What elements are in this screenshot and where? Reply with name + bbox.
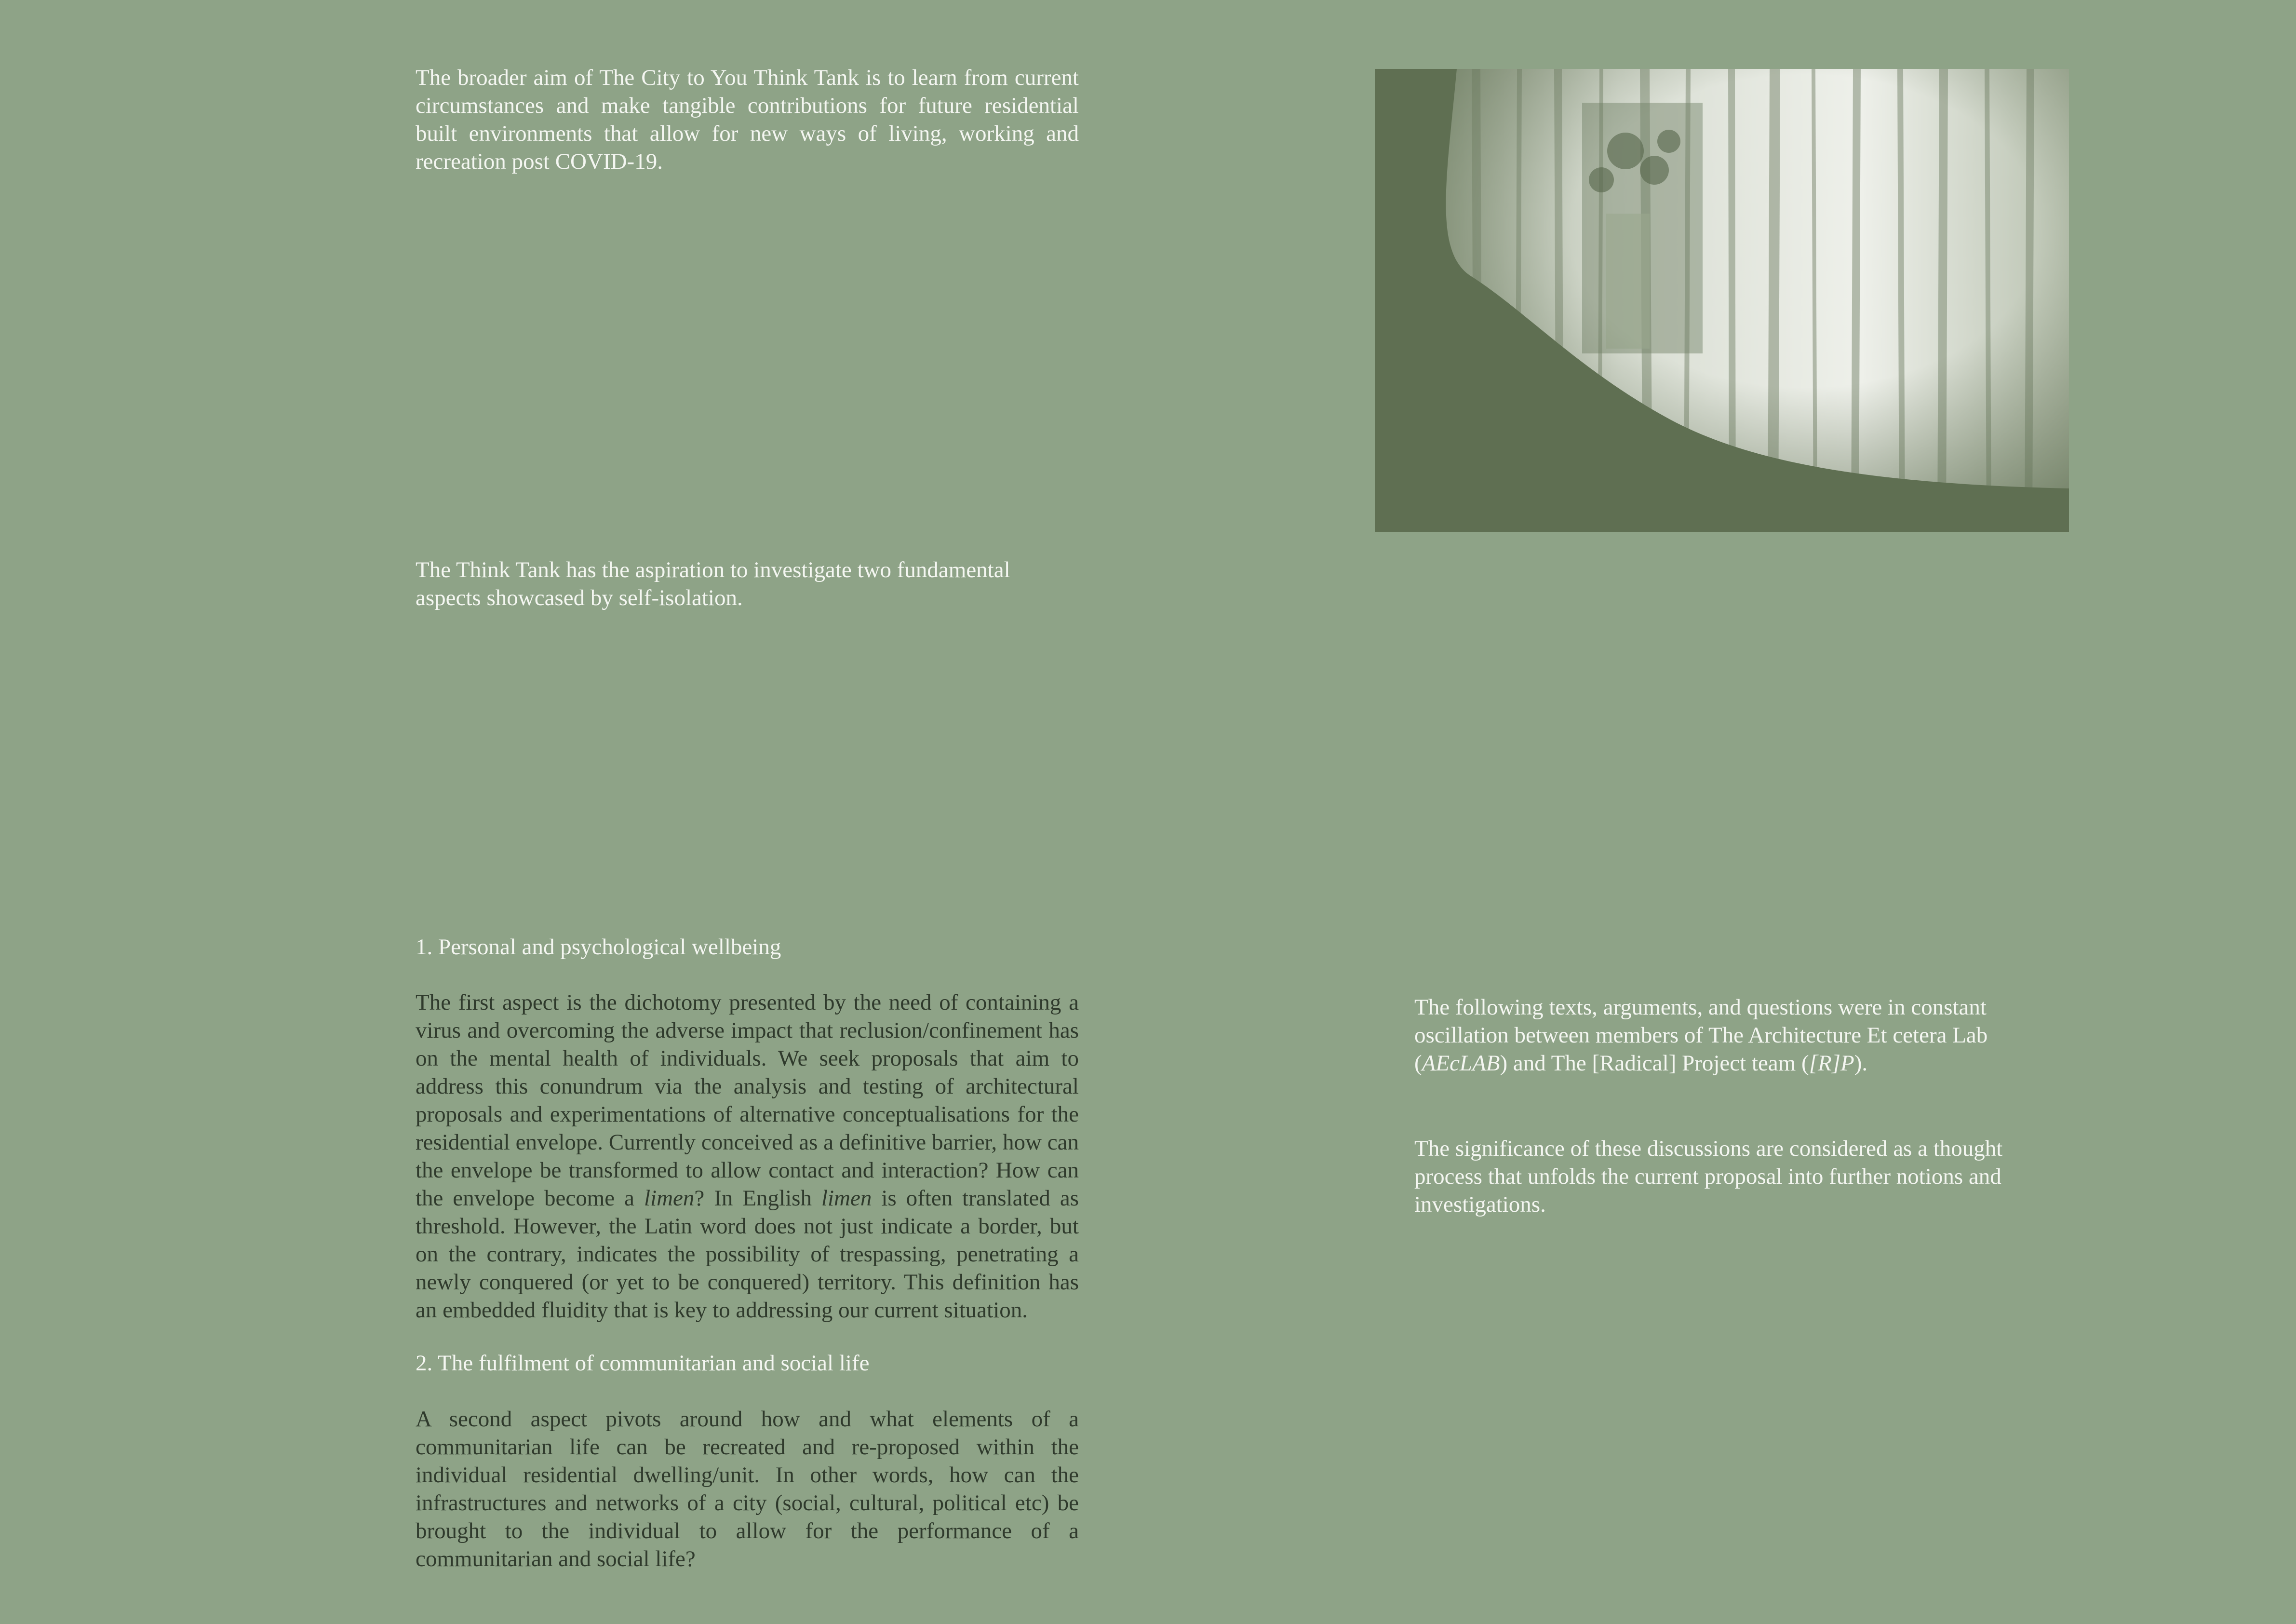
aeclab-abbr: AEcLAB xyxy=(1422,1051,1500,1076)
aspect-1-term-limen: limen xyxy=(644,1186,695,1211)
aspect-2-heading: 2. The fulfilment of communitarian and social life xyxy=(416,1351,870,1376)
curtain-window-photo xyxy=(1375,69,2069,532)
note-1-text-a: The following texts, arguments, and questions were in constant oscillation between members of The Architecture Et cetera Lab ( xyxy=(1414,995,1988,1076)
collaboration-note xyxy=(1414,993,2060,1077)
curtain-window-illustration xyxy=(1375,69,2069,532)
aspect-1-heading: 1. Personal and psychological wellbeing xyxy=(416,934,781,960)
rp-abbr: [R]P xyxy=(1809,1051,1854,1076)
note-1-text-b: ) and The [Radical] Project team ( xyxy=(1500,1051,1809,1076)
aspiration-paragraph: The Think Tank has the aspiration to investigate two fundamental aspects showcased by self-isolation. xyxy=(416,557,1010,610)
intro-paragraph: The broader aim of The City to You Think Tank is to learn from current circumstances and make tangible contributions for future residential built environments that allow for new ways of living, working and recreation post COVID-19. xyxy=(416,65,1079,174)
significance-note: The significance of these discussions are considered as a thought process that unfolds the current proposal into further notions and investigations. xyxy=(1414,1136,2003,1217)
spread-fold xyxy=(1147,0,1148,1624)
aspect-2-paragraph: A second aspect pivots around how and what elements of a communitarian life can be recreated and re-proposed within the individual residential dwelling/unit. In other words, how can the infrastructures and networks of a city (social, cultural, political etc) be brought to the individual to allow for the performance of a communitarian and social life? xyxy=(416,1407,1079,1571)
aspect-1-text-c: is often translated as threshold. However, the Latin word does not just indicate a border, but on the contrary, indicates the possibility of trespassing, penetrating a newly conquered (or yet to be conquered) territory. This definition has an embedded fluidity that is key to addressing our current situation. xyxy=(416,1186,1079,1323)
aspect-1-text-a: The first aspect is the dichotomy presented by the need of containing a virus and overcoming the adverse impact that reclusion/confinement has on the mental health of individuals. We seek proposals that aim to address this conundrum via the analysis and testing of architectural proposals and experimentations of alternative conceptualisations for the residential envelope. Currently conceived as a definitive barrier, how can the envelope be transformed to allow contact and interaction? How can the envelope become a xyxy=(416,990,1079,1211)
aspect-1-term-limen-2: limen xyxy=(821,1186,872,1211)
aspect-1-paragraph xyxy=(416,988,1079,1324)
note-1-text-c: ). xyxy=(1854,1051,1868,1076)
aspect-1-text-b: ? In English xyxy=(694,1186,821,1211)
